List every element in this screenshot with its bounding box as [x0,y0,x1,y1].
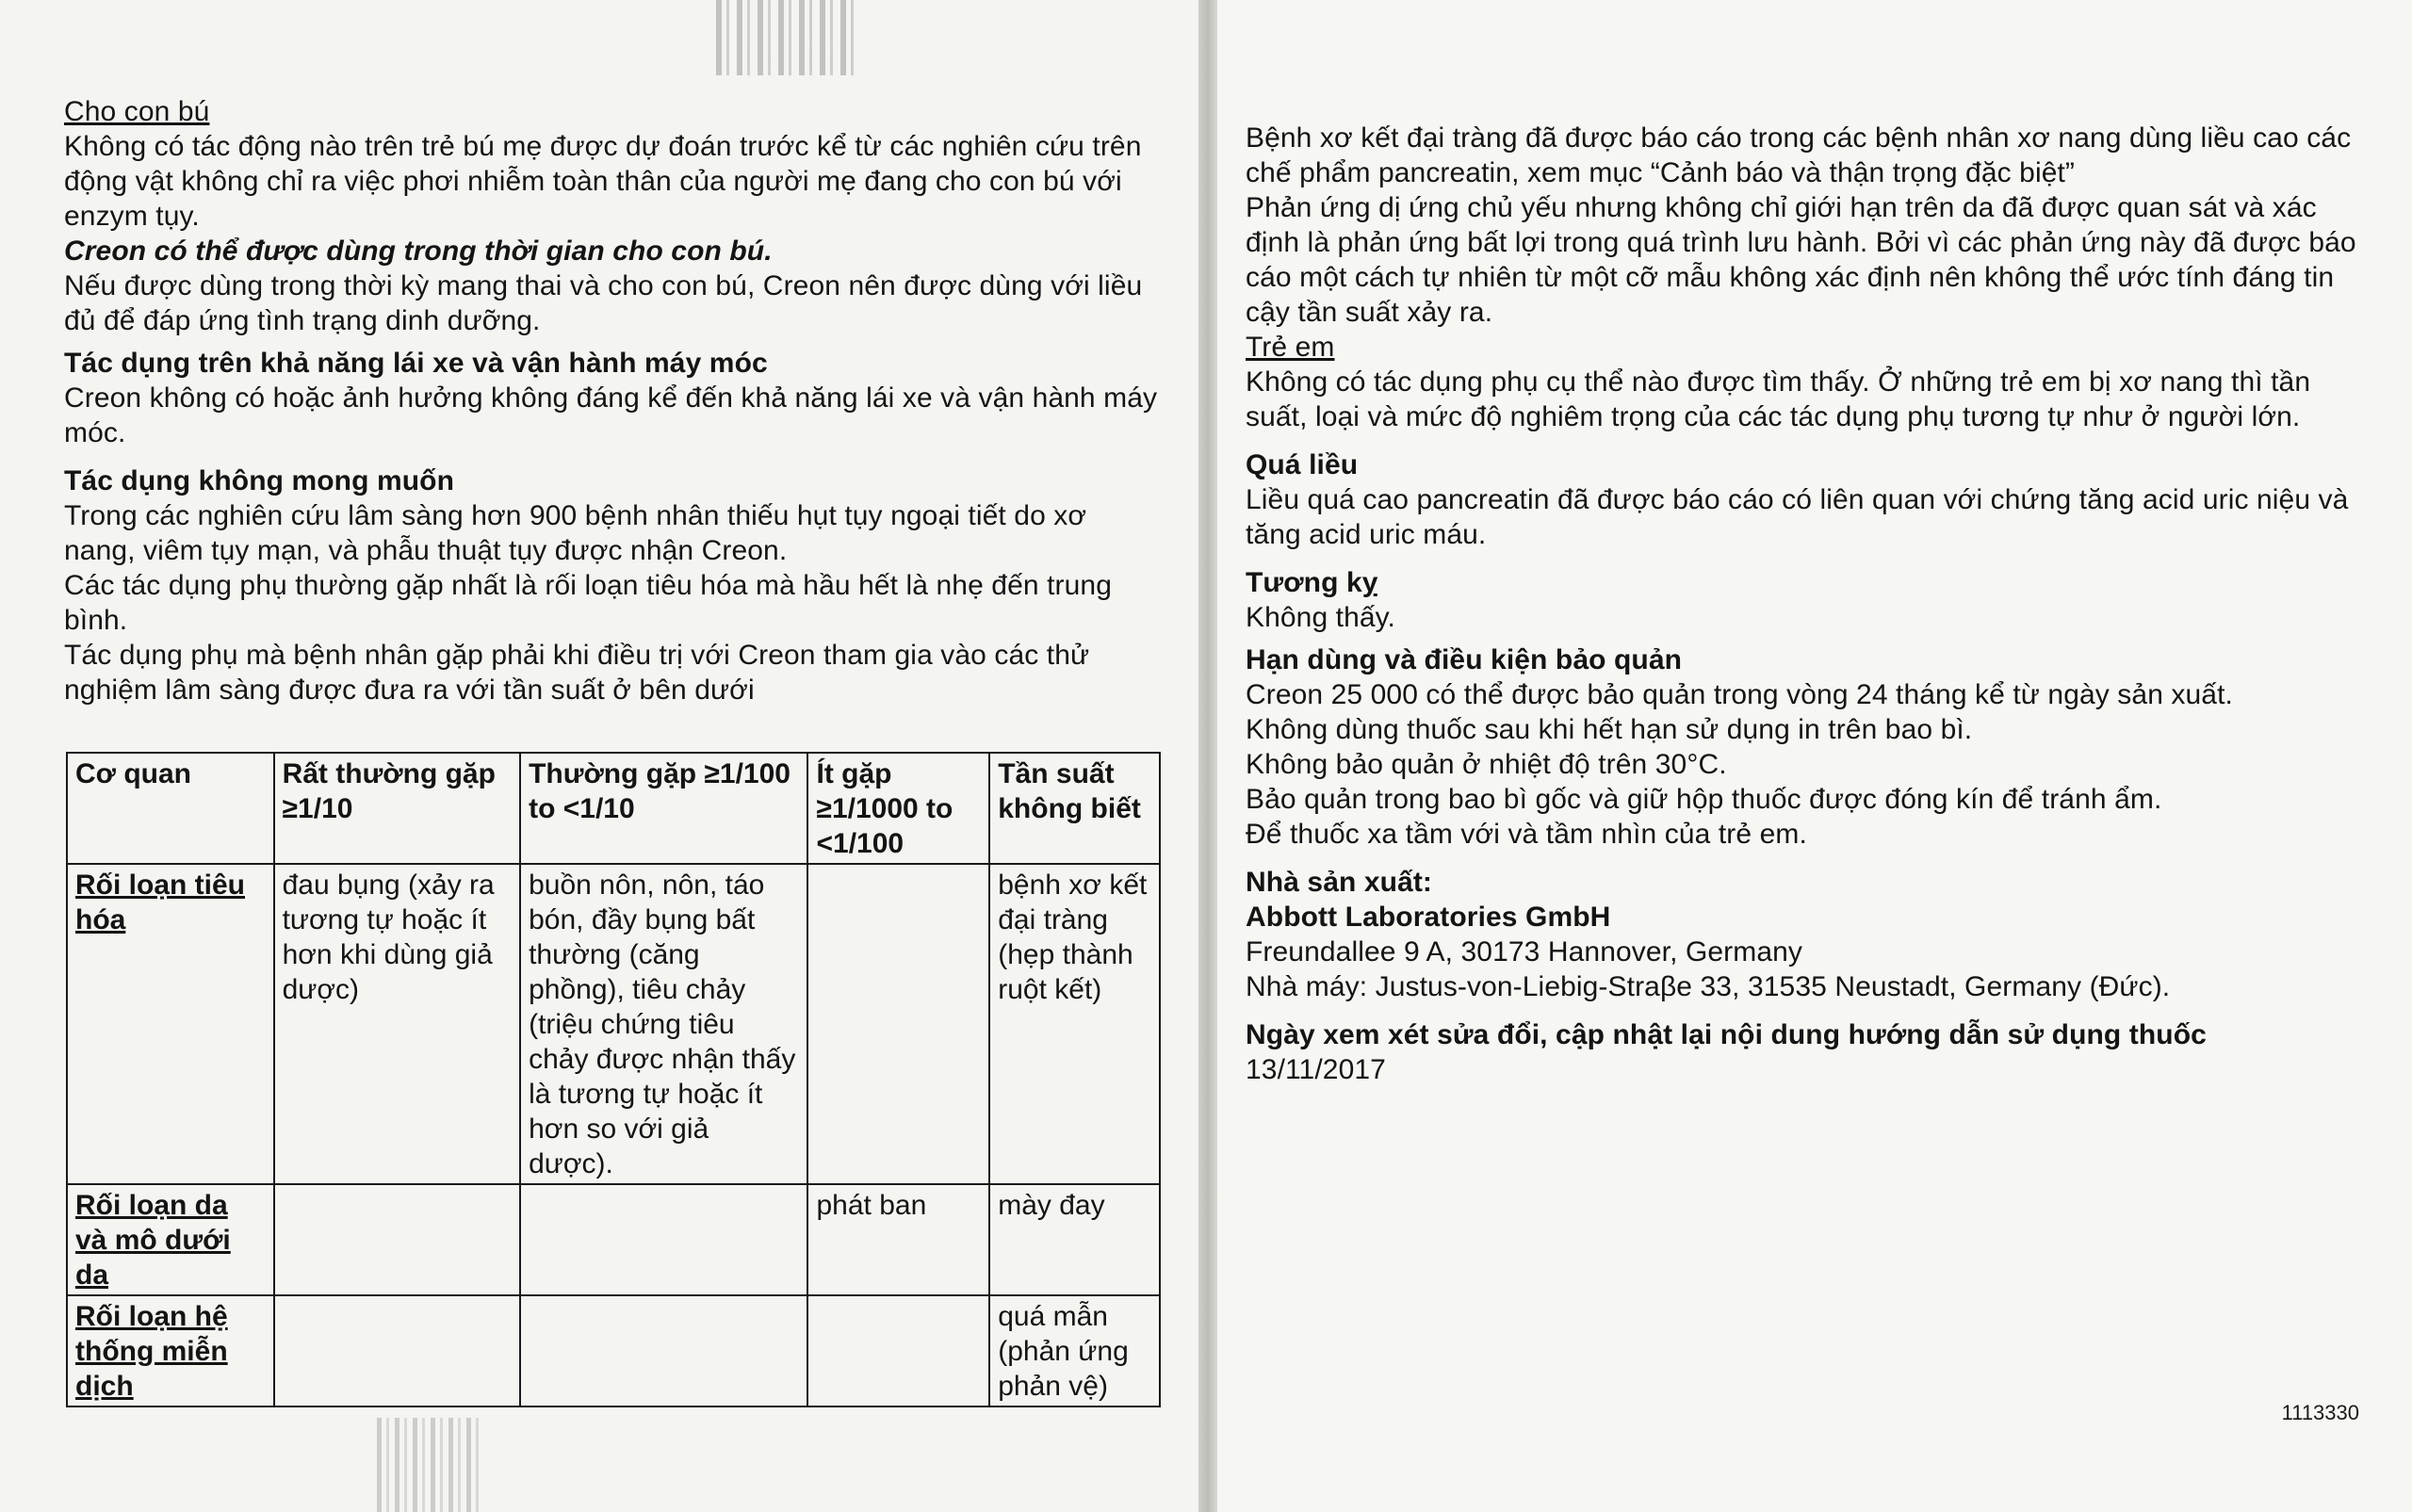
table-cell: bệnh xơ kết đại tràng (hẹp thành ruột kết) [989,864,1160,1184]
adverse-effects-table [66,752,1161,1407]
table-header-cell: Ít gặp ≥1/1000 to <1/100 [807,753,989,864]
breastfeeding-emphasis: Creon có thể được dùng trong thời gian cho con bú. [64,236,773,267]
table-header-cell: Rất thường gặp ≥1/10 [274,753,521,864]
incompatibility-paragraph: Không thấy. [1246,602,1395,633]
bleed-through-barcode [377,1418,481,1512]
storage-line: Bảo quản trong bao bì gốc và giữ hộp thuốc được đóng kín để tránh ẩm. [1246,784,2162,815]
organ-cell: Rối loạn da và mô dưới da [67,1184,274,1295]
table-cell [807,1295,989,1406]
storage-line: Creon 25 000 có thể được bảo quản trong vòng 24 tháng kể từ ngày sản xuất. [1246,679,2233,710]
side-effects-paragraph-3: Tác dụng phụ mà bệnh nhân gặp phải khi điều trị với Creon tham gia vào các thử nghiệm lâm sàng được đưa ra với tần suất ở bên dưới [64,640,1090,706]
bleed-through-barcode [716,0,857,75]
driving-heading: Tác dụng trên khả năng lái xe và vận hành máy móc [64,348,768,379]
allergy-paragraph: Phản ứng dị ứng chủ yếu nhưng không chỉ giới hạn trên da đã được quan sát và xác định là phản ứng bất lợi trong quá trình lưu hành. Bởi vì các phản ứng này đã được báo cáo một cách tự nhiên từ một cỡ mẫu không xác định nên không thể ước tính đáng tin cậy tần suất xảy ra. [1246,192,2356,328]
children-heading: Trẻ em [1246,332,1335,363]
table-cell [807,864,989,1184]
right-column [1246,121,2357,1087]
table-cell: đau bụng (xảy ra tương tự hoặc ít hơn khi dùng giả dược) [274,864,521,1184]
storage-heading: Hạn dùng và điều kiện bảo quản [1246,644,1683,675]
manufacturer-address: Freundallee 9 A, 30173 Hannover, Germany [1246,936,1803,967]
storage-line: Để thuốc xa tầm với và tầm nhìn của trẻ em. [1246,819,1807,850]
right-page [1217,0,2412,1512]
overdose-heading: Quá liều [1246,449,1359,480]
storage-line: Không dùng thuốc sau khi hết hạn sử dụng in trên bao bì. [1246,714,1973,745]
table-row [67,1295,1160,1406]
table-cell [274,1295,521,1406]
table-cell: buồn nôn, nôn, táo bón, đầy bụng bất thường (căng phồng), tiêu chảy (triệu chứng tiêu chảy được nhận thấy là tương tự hoặc ít hơn so với giả dược). [520,864,807,1184]
table-header-cell: Cơ quan [67,753,274,864]
children-paragraph: Không có tác dụng phụ cụ thể nào được tìm thấy. Ở những trẻ em bị xơ nang thì tần suất, loại và mức độ nghiêm trọng của các tác dụng phụ tương tự như ở người lớn. [1246,366,2311,432]
table-cell [274,1184,521,1295]
table-cell [520,1184,807,1295]
table-header-row [67,753,1160,864]
manufacturer-company: Abbott Laboratories GmbH [1246,902,1611,933]
revision-heading: Ngày xem xét sửa đổi, cập nhật lại nội dung hướng dẫn sử dụng thuốc [1246,1019,2207,1050]
table-cell [520,1295,807,1406]
manufacturer-factory: Nhà máy: Justus-von-Liebig-Straβe 33, 31535 Neustadt, Germany (Đức). [1246,971,2171,1002]
left-page [0,0,1198,1512]
driving-paragraph: Creon không có hoặc ảnh hưởng không đáng kể đến khả năng lái xe và vận hành máy móc. [64,382,1158,448]
table-cell: phát ban [807,1184,989,1295]
incompatibility-heading: Tương kỵ [1246,567,1378,598]
overdose-paragraph: Liều quá cao pancreatin đã được báo cáo có liên quan với chứng tăng acid uric niệu và tăng acid uric máu. [1246,484,2349,550]
table-cell: mày đay [989,1184,1160,1295]
left-column [64,94,1165,707]
table-header-cell: Tần suất không biết [989,753,1160,864]
breastfeeding-paragraph-2: Nếu được dùng trong thời kỳ mang thai và cho con bú, Creon nên được dùng với liều đủ để đáp ứng tình trạng dinh dưỡng. [64,270,1143,336]
manufacturer-heading: Nhà sản xuất: [1246,867,1433,898]
storage-line: Không bảo quản ở nhiệt độ trên 30°C. [1246,749,1727,780]
colon-paragraph: Bệnh xơ kết đại tràng đã được báo cáo trong các bệnh nhân xơ nang dùng liều cao các chế phẩm pancreatin, xem mục “Cảnh báo và thận trọng đặc biệt” [1246,122,2352,188]
organ-cell: Rối loạn tiêu hóa [67,864,274,1184]
page-fold [1198,0,1217,1512]
revision-date: 13/11/2017 [1246,1054,1386,1085]
side-effects-heading: Tác dụng không mong muốn [64,465,455,496]
breastfeeding-heading: Cho con bú [64,96,210,127]
table-row [67,864,1160,1184]
side-effects-paragraph-2: Các tác dụng phụ thường gặp nhất là rối loạn tiêu hóa mà hầu hết là nhẹ đến trung bình. [64,570,1112,636]
breastfeeding-paragraph: Không có tác động nào trên trẻ bú mẹ được dự đoán trước kể từ các nghiên cứu trên động vật không chỉ ra việc phơi nhiễm toàn thân của người mẹ đang cho con bú với enzym tụy. [64,131,1142,232]
table-cell: quá mẫn (phản ứng phản vệ) [989,1295,1160,1406]
document-code: 1113330 [2281,1401,2359,1424]
table-row [67,1184,1160,1295]
side-effects-paragraph-1: Trong các nghiên cứu lâm sàng hơn 900 bệnh nhân thiếu hụt tụy ngoại tiết do xơ nang, viêm tụy mạn, và phẫu thuật tụy được nhận Creon. [64,500,1087,566]
organ-cell: Rối loạn hệ thống miễn dịch [67,1295,274,1406]
table-header-cell: Thường gặp ≥1/100 to <1/10 [520,753,807,864]
